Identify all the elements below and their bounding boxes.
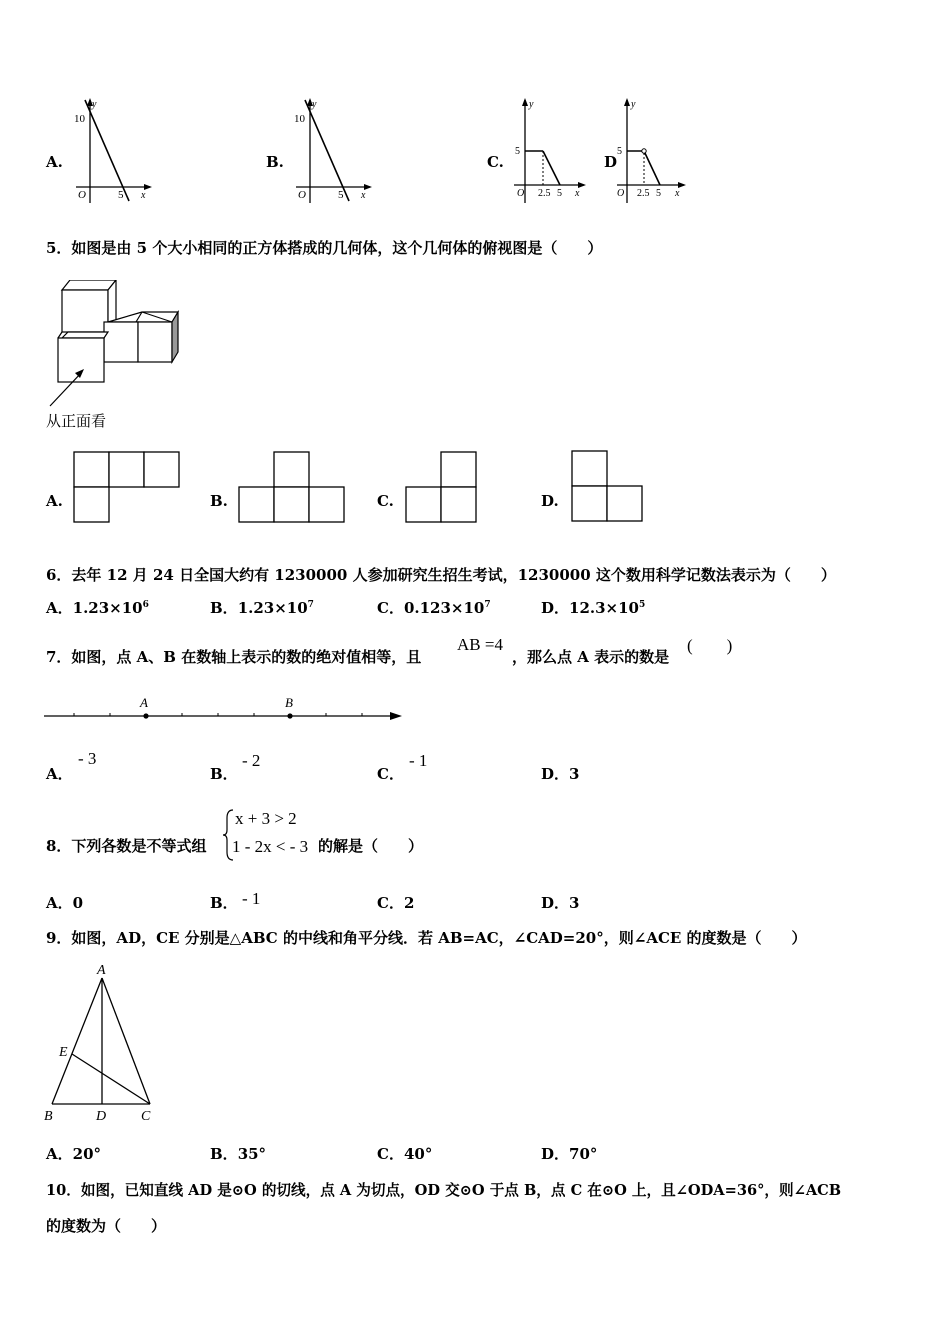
q7-option-a-value: - 3 — [78, 749, 97, 768]
q8-option-d-value: 3 — [569, 894, 580, 912]
q10-question-line-1: 10．如图，已知直线 AD 是⊙O 的切线，点 A 为切点，OD 交⊙O 于点 B，点 C 在⊙O 上，且∠ODA=36°，则∠ACB — [46, 1182, 842, 1199]
q8-option-c-label: C． — [377, 894, 404, 912]
q4c-two-five-label: 2.5 — [538, 188, 551, 199]
q4b-ten-label: 10 — [294, 113, 305, 125]
q5-option-c-figure — [404, 450, 482, 524]
q7-option-c-value: - 1 — [409, 751, 428, 770]
q6-question-text: 6．去年 12 月 24 日全国大约有 1230000 人参加研究生招生考试，1230000 这个数用科学记数法表示为（ ） — [46, 566, 836, 584]
q8-option-a — [46, 892, 83, 913]
q4c-origin-label: O — [517, 188, 525, 199]
q8-option-a-value: 0 — [72, 894, 84, 912]
q6-option-c — [377, 597, 491, 618]
q7-formula: AB =4 — [457, 635, 503, 654]
q6-option-c-base: 0.123×10 — [403, 599, 485, 617]
q6-option-c-exp: 7 — [484, 600, 491, 610]
q4a-origin-label: O — [78, 189, 86, 201]
q9-point-b: B — [44, 1109, 53, 1124]
q4d-x-label: x — [675, 188, 680, 199]
q5-option-b-figure — [237, 450, 349, 524]
q4-option-b-label: B. — [266, 153, 284, 171]
q4-option-c-label: C. — [487, 153, 504, 171]
q6-option-b-label: B． — [210, 599, 238, 617]
q9-point-e: E — [59, 1045, 68, 1060]
q6-option-b-exp: 7 — [307, 600, 314, 610]
q9-point-d: D — [96, 1109, 107, 1124]
q8-option-b-label: B． — [210, 894, 238, 912]
q8-inequality-2: 1 - 2x < - 3 — [232, 837, 309, 856]
q9-option-b-value: 35° — [237, 1145, 267, 1163]
q7-paren: ( ) — [687, 636, 733, 655]
q4b-y-label: y — [312, 99, 317, 110]
q4d-two-five-label: 2.5 — [637, 188, 650, 199]
q4b-five-label: 5 — [338, 189, 344, 201]
q10-question-line-2: 的度数为（ ） — [46, 1217, 167, 1235]
q6-option-d-base: 12.3×10 — [569, 599, 639, 617]
q8-option-d-label: D． — [541, 894, 570, 912]
q8-option-c-value: 2 — [403, 894, 415, 912]
q5-option-d-figure — [570, 449, 648, 525]
q9-option-c-label: C． — [377, 1145, 404, 1163]
q4d-origin-label: O — [617, 188, 625, 199]
q4b-origin-label: O — [298, 189, 306, 201]
q7-option-d-value: 3 — [569, 765, 580, 783]
q7-point-b-label: B — [285, 695, 293, 710]
q8-option-c — [377, 892, 414, 913]
q8-question-text: 8．下列各数是不等式组 — [46, 837, 207, 855]
q6-option-d — [541, 597, 645, 618]
q6-option-d-exp: 5 — [639, 600, 646, 610]
q7-option-c-label: C． — [377, 765, 404, 783]
q5-option-d-label: D. — [541, 492, 559, 510]
q5-view-caption: 从正面看 — [46, 412, 107, 430]
q4a-x-label: x — [141, 190, 146, 201]
q7-option-b-value: - 2 — [242, 751, 261, 770]
q7-point-a-label: A — [140, 695, 148, 710]
q5-cube-figure — [48, 280, 186, 430]
q8-inequality-1: x + 3 > 2 — [235, 809, 297, 828]
q9-point-a: A — [97, 963, 106, 978]
q6-option-a-label: A． — [46, 599, 73, 617]
q9-option-b — [210, 1143, 266, 1164]
q4a-ten-label: 10 — [74, 113, 85, 125]
q4a-y-label: y — [92, 99, 97, 110]
q4d-five-x-label: 5 — [656, 188, 661, 199]
q5-question-text: 5．如图是由 5 个大小相同的正方体搭成的几何体，这个几何体的俯视图是（ ） — [46, 239, 603, 257]
q4-option-d-label: D — [604, 153, 618, 171]
q5-option-a-figure — [72, 450, 184, 524]
q7-option-d-label: D． — [541, 765, 570, 783]
q7-question-text-after: ，那么点 A 表示的数是 — [512, 648, 670, 666]
q6-option-a — [46, 597, 149, 618]
q4c-five-label: 5 — [515, 146, 520, 157]
q7-option-b-label: B． — [210, 765, 238, 783]
q9-option-c — [377, 1143, 432, 1164]
q4d-y-label: y — [631, 99, 636, 110]
q5-option-a-label: A. — [46, 492, 63, 510]
q4-graph-d — [612, 95, 692, 207]
q4c-five-x-label: 5 — [557, 188, 562, 199]
q4-graph-a — [72, 95, 157, 207]
q8-option-d — [541, 892, 579, 913]
q9-option-a-label: A． — [46, 1145, 73, 1163]
q6-option-d-label: D． — [541, 599, 570, 617]
q9-question-text: 9．如图，AD，CE 分别是△ABC 的中线和角平分线．若 AB=AC，∠CAD=20°，则∠ACE 的度数是（ ） — [46, 929, 807, 947]
q9-triangle-figure — [40, 958, 160, 1126]
q9-option-c-value: 40° — [403, 1145, 433, 1163]
q7-option-d — [541, 763, 579, 784]
q9-point-c: C — [141, 1109, 151, 1124]
q9-option-a — [46, 1143, 101, 1164]
q8-option-b-value: - 1 — [242, 889, 261, 908]
q8-question-text-after: 的解是（ ） — [318, 837, 424, 855]
q7-number-line — [44, 692, 406, 728]
q7-option-a-label: A． — [46, 765, 73, 783]
q6-option-a-base: 1.23×10 — [72, 599, 143, 617]
q4d-five-label: 5 — [617, 146, 622, 157]
q4-graph-b — [292, 95, 377, 207]
q4a-five-label: 5 — [118, 189, 124, 201]
q4c-x-label: x — [575, 188, 580, 199]
q6-option-b — [210, 597, 314, 618]
q7-question-text: 7．如图，点 A、B 在数轴上表示的数的绝对值相等，且 — [46, 648, 422, 666]
q9-option-a-value: 20° — [72, 1145, 102, 1163]
q9-option-d — [541, 1143, 597, 1164]
q9-option-d-value: 70° — [569, 1145, 598, 1163]
q4-option-a-label: A. — [46, 153, 63, 171]
q6-option-a-exp: 6 — [142, 600, 149, 610]
q5-option-b-label: B. — [210, 492, 228, 510]
q6-option-b-base: 1.23×10 — [237, 599, 308, 617]
q4c-y-label: y — [529, 99, 534, 110]
q8-option-a-label: A． — [46, 894, 73, 912]
q6-option-c-label: C． — [377, 599, 404, 617]
q4b-x-label: x — [361, 190, 366, 201]
q9-option-d-label: D． — [541, 1145, 570, 1163]
q4-graph-c — [508, 95, 590, 207]
q9-option-b-label: B． — [210, 1145, 238, 1163]
q5-option-c-label: C. — [377, 492, 394, 510]
